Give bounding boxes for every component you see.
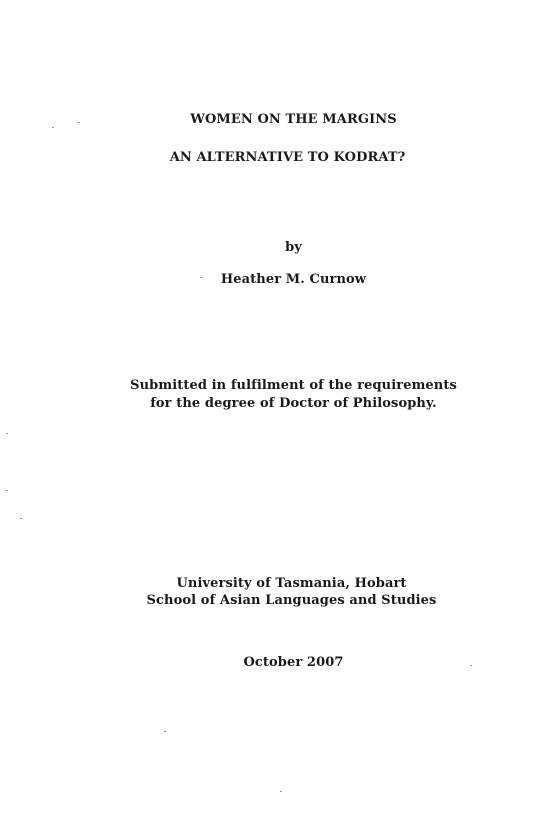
school-name: School of Asian Languages and Studies (146, 593, 437, 608)
scan-speck (52, 127, 54, 128)
scan-speck (6, 433, 8, 434)
thesis-title: WOMEN ON THE MARGINS (190, 112, 397, 127)
scan-speck (78, 122, 80, 123)
submission-statement-line-1: Submitted in fulfilment of the requirements (130, 378, 457, 393)
submission-statement-line-2: for the degree of Doctor of Philosophy. (150, 396, 437, 411)
byline-by: by (285, 240, 302, 255)
scan-speck (280, 791, 282, 792)
submission-date: October 2007 (243, 655, 344, 670)
thesis-subtitle: AN ALTERNATIVE TO KODRAT? (169, 150, 406, 165)
scan-speck (470, 665, 472, 666)
scan-speck (20, 518, 22, 519)
scan-speck (6, 490, 8, 491)
university-name: University of Tasmania, Hobart (176, 576, 407, 591)
scan-speck (200, 277, 202, 278)
scan-speck (164, 731, 166, 732)
author-name: Heather M. Curnow (220, 272, 367, 287)
